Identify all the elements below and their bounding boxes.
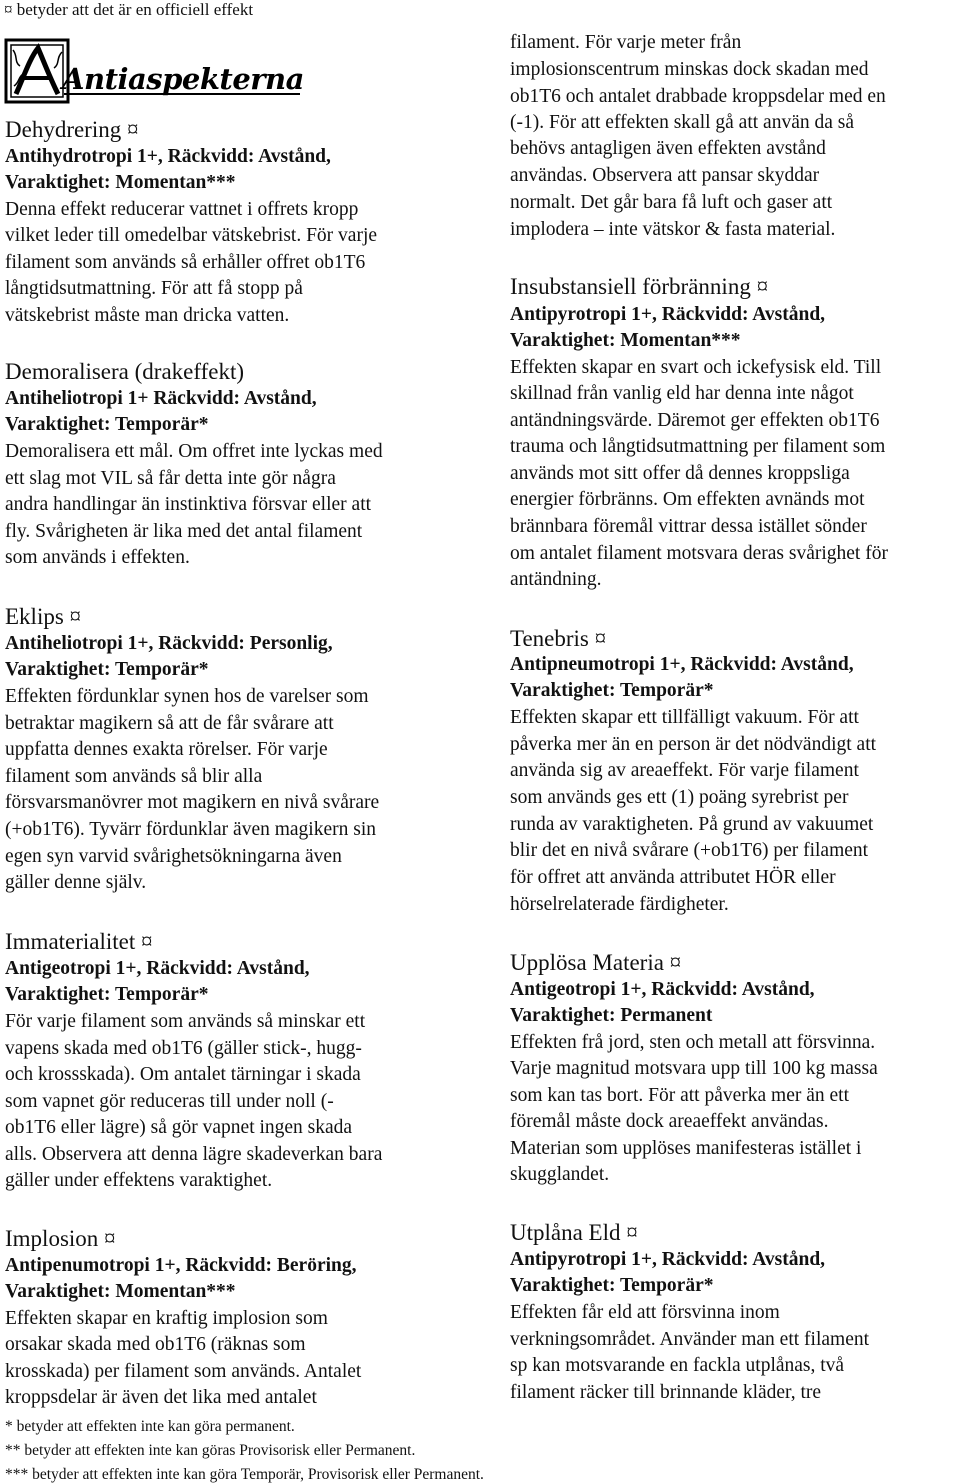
body-text-line: används mot sitt offer då dennes kroppsliga [510, 463, 850, 484]
body-text-line: hörselrelaterade färdigheter. [510, 894, 729, 915]
effect-stats-line: Varaktighet: Momentan*** [510, 330, 741, 351]
section-heading: Dehydrering ¤ [5, 117, 139, 142]
effect-stats-line: Varaktighet: Temporär* [5, 659, 209, 680]
body-text-line: som kan tas bort. För att påverka mer än ett [510, 1085, 849, 1106]
body-text-line: Effekten skapar ett tillfälligt vakuum. För att [510, 707, 859, 728]
body-text-line: Denna effekt reducerar vattnet i offrets kropp [5, 199, 359, 220]
body-text-line: som används ges ett (1) poäng syrebrist per [510, 787, 849, 808]
body-text-line: Effekten skapar en kraftig implosion som [5, 1308, 328, 1329]
body-text-line: för offret att använda attributet HÖR eller [510, 867, 836, 888]
body-text-line: alls. Observera att denna lägre skadeverkan bara [5, 1144, 383, 1165]
effect-stats-line: Varaktighet: Temporär* [510, 1275, 714, 1296]
body-text-line: (-1). För att effekten skall gå att använ da så [510, 112, 855, 133]
body-text-line: ob1T6 och antalet drabbade kroppsdelar med en [510, 86, 886, 107]
body-text-line: användas. Observera att pansar skyddar [510, 165, 820, 186]
body-text-line: brännbara föremål vittrar dessa istället sönder [510, 516, 867, 537]
body-text-line: använda sig av areaeffekt. För varje filament [510, 760, 859, 781]
body-text-line: Effekten får eld att försvinna inom [510, 1302, 780, 1323]
effect-stats-line: Varaktighet: Momentan*** [5, 1281, 236, 1302]
body-text-line: implosionscentrum minskas dock skadan med [510, 59, 869, 80]
effect-stats-line: Varaktighet: Momentan*** [5, 172, 236, 193]
section-heading: Demoralisera (drakeffekt) [5, 359, 245, 384]
body-text-line: Effekten frå jord, sten och metall att försvinna. [510, 1032, 876, 1053]
body-text-line: föremål måste dock areaeffekt användas. [510, 1111, 829, 1132]
section-heading: Tenebris ¤ [510, 626, 607, 651]
official-effect-note: ¤ betyder att det är en officiell effekt [4, 0, 254, 19]
effect-stats-line: Antipenumotropi 1+, Räckvidd: Beröring, [5, 1255, 357, 1276]
body-text-line: gäller denne själv. [5, 872, 147, 893]
body-text-line: Materian som upplöses manifesteras istället i [510, 1138, 862, 1159]
body-text-line: gäller under effektens varaktighet. [5, 1170, 273, 1191]
body-text-line: Effekten fördunklar synen hos de varelser som [5, 686, 369, 707]
body-text-line: blir det en nivå svårare (+ob1T6) per filament [510, 840, 869, 861]
body-text-line: Effekten skapar en svart och ickefysisk eld. Till [510, 357, 882, 378]
body-text-line: sp kan motsvarande en fackla utplånas, två [510, 1355, 845, 1376]
body-text-line: Demoralisera ett mål. Om offret inte lyckas med [5, 441, 383, 462]
body-text-line: behövs antagligen även effekten avstånd [510, 138, 826, 159]
section-heading: Eklips ¤ [5, 604, 82, 629]
body-text-line: andra handlingar än instinktiva försvar eller att [5, 494, 372, 515]
effect-stats-line: Antipneumotropi 1+, Räckvidd: Avstånd, [510, 654, 854, 675]
body-text-line: energier förbränns. Om effekten avnänds mot [510, 489, 865, 510]
section-heading: Immaterialitet ¤ [5, 929, 153, 954]
footnote: ** betyder att effekten inte kan göras Provisorisk eller Permanent. [5, 1442, 416, 1459]
body-text-line: trauma och långtidsutmattning per filament som [510, 436, 886, 457]
footnote: *** betyder att effekten inte kan göra Temporär, Provisorisk eller Permanent. [5, 1466, 484, 1483]
body-text-line: krosskada) per filament som används. Antalet [5, 1361, 362, 1382]
body-text-line: Varje magnitud motsvara upp till 100 kg massa [510, 1058, 878, 1079]
body-text-line: fly. Svårigheten är lika med det antal filament [5, 521, 363, 542]
section-heading: Upplösa Materia ¤ [510, 950, 682, 975]
effect-stats-line: Antiheliotropi 1+, Räckvidd: Personlig, [5, 633, 333, 654]
body-text-line: För varje filament som används så minskar ett [5, 1011, 366, 1032]
body-text-line: skugglandet. [510, 1164, 610, 1185]
body-text-line: antändningsvärde. Däremot ger effekten ob1T6 [510, 410, 880, 431]
section-heading: Utplåna Eld ¤ [510, 1220, 638, 1245]
body-text-line: antändning. [510, 569, 602, 590]
body-text-line: skillnad från vanlig eld har denna inte något [510, 383, 854, 404]
body-text-line: betraktar magikern så att de får svårare att [5, 713, 334, 734]
effect-stats-line: Varaktighet: Permanent [510, 1005, 713, 1026]
effect-stats-line: Varaktighet: Temporär* [510, 680, 714, 701]
body-text-line: som vapnet gör reduceras till under noll (- [5, 1091, 334, 1112]
effect-stats-line: Antiheliotropi 1+ Räckvidd: Avstånd, [5, 388, 317, 409]
body-text-line: och krossskada). Om antalet tärningar i skada [5, 1064, 361, 1085]
body-text-line: filament räcker till brinnande kläder, tre [510, 1382, 822, 1403]
body-text-line: normalt. Det går bara få luft och gaser att [510, 192, 833, 213]
body-text-line: vätskebrist måste man dricka vatten. [5, 305, 290, 326]
effect-stats-line: Varaktighet: Temporär* [5, 414, 209, 435]
body-text-line: långtidsutmattning. För att få stopp på [5, 278, 303, 299]
body-text-line: orsakar skada med ob1T6 (räknas som [5, 1334, 306, 1355]
effect-stats-line: Antipyrotropi 1+, Räckvidd: Avstånd, [510, 1249, 826, 1270]
effect-stats-line: Antigeotropi 1+, Räckvidd: Avstånd, [510, 979, 815, 1000]
body-text-line: vilket leder till omedelbar vätskebrist. För varje [5, 225, 378, 246]
body-text-line: filament som används så erhåller offret ob1T6 [5, 252, 366, 273]
body-text-line: runda av varaktigheten. På grund av vakuumet [510, 814, 874, 835]
body-text-line: filament som används så blir alla [5, 766, 263, 787]
footnote: * betyder att effekten inte kan göra permanent. [5, 1418, 295, 1435]
effect-stats-line: Antihydrotropi 1+, Räckvidd: Avstånd, [5, 146, 331, 167]
effect-stats-line: Varaktighet: Temporär* [5, 984, 209, 1005]
body-text-line: som används i effekten. [5, 547, 190, 568]
body-text-line: filament. För varje meter från [510, 32, 742, 53]
body-text-line: om antalet filament motsvara deras svårighet för [510, 543, 888, 564]
body-text-line: verkningsområdet. Använder man ett filament [510, 1329, 870, 1350]
body-text-line: uppfatta dennes exakta rörelser. För varje [5, 739, 328, 760]
effect-stats-line: Antigeotropi 1+, Räckvidd: Avstånd, [5, 958, 310, 979]
effect-stats-line: Antipyrotropi 1+, Räckvidd: Avstånd, [510, 304, 826, 325]
section-heading: Insubstansiell förbränning ¤ [510, 274, 769, 299]
body-text-line: ob1T6 eller lägre) så gör vapnet ingen skada [5, 1117, 353, 1138]
page-title: Antiaspekterna [62, 62, 304, 96]
body-text-line: försvarsmanövrer mot magikern en nivå svårare [5, 792, 380, 813]
body-text-line: påverka mer än en person är det nödvändigt att [510, 734, 877, 755]
body-text-line: egen syn varvid svårighetsökningarna även [5, 846, 342, 867]
section-heading: Implosion ¤ [5, 1226, 116, 1251]
body-text-line: (+ob1T6). Tyvärr fördunklar även magikern sin [5, 819, 376, 840]
document-title [4, 36, 304, 106]
body-text-line: kroppsdelar är även det lika med antalet [5, 1387, 317, 1408]
body-text-line: ett slag mot VIL så får detta inte gör några [5, 468, 336, 489]
body-text-line: vapens skada med ob1T6 (gäller stick-, hugg- [5, 1038, 362, 1059]
body-text-line: implodera – inte vätskor & fasta material. [510, 219, 836, 240]
